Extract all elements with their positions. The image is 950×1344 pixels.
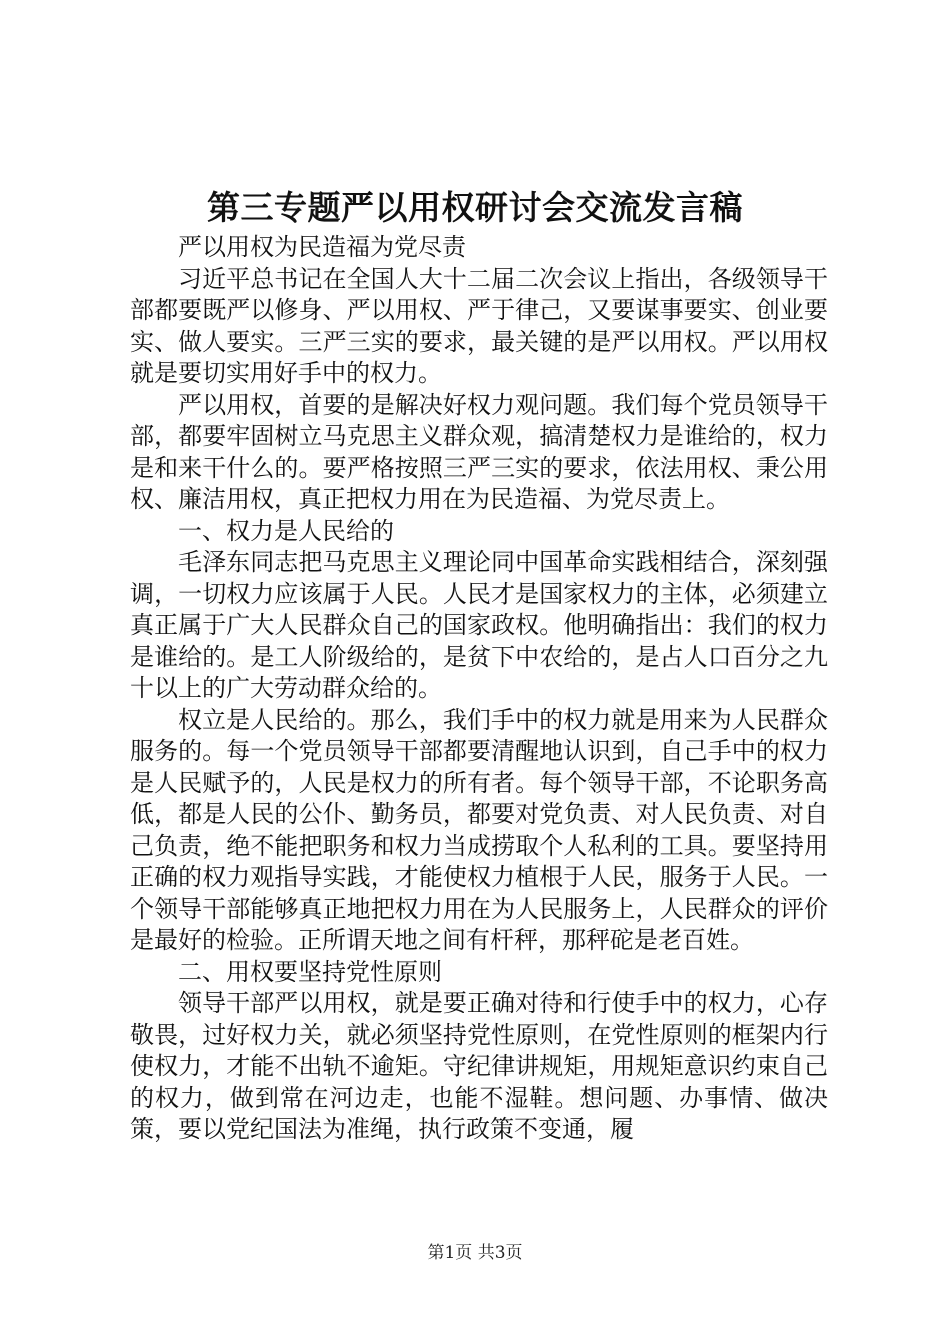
document-body bbox=[130, 232, 828, 1146]
body-paragraph: 领导干部严以用权，就是要正确对待和行使手中的权力，心存敬畏，过好权力关，就必须坚持党性原则，在党性原则的框架内行使权力，才能不出轨不逾矩。守纪律讲规矩，用规矩意识约束自己的权力，做到常在河边走，也能不湿鞋。想问题、办事情、做决策，要以党纪国法为准绳，执行政策不变通，履 bbox=[130, 989, 828, 1143]
document-title: 第三专题严以用权研讨会交流发言稿 bbox=[207, 188, 743, 227]
page-number: 第1页 共3页 bbox=[427, 1243, 523, 1263]
section-heading: 一、权力是人民给的 bbox=[178, 516, 394, 545]
body-paragraph: 习近平总书记在全国人大十二届二次会议上指出，各级领导干部都要既严以修身、严以用权、严于律己，又要谋事要实、创业要实、做人要实。三严三实的要求，最关键的是严以用权。严以用权就是要切实用好手中的权力。 bbox=[130, 264, 828, 387]
subtitle-paragraph: 严以用权为民造福为党尽责 bbox=[178, 233, 466, 261]
body-paragraph: 严以用权，首要的是解决好权力观问题。我们每个党员领导干部，都要牢固树立马克思主义群众观，搞清楚权力是谁给的，权力是和来干什么的。要严格按照三严三实的要求，依法用权、秉公用权、廉洁用权，真正把权力用在为民造福、为党尽责上。 bbox=[130, 390, 828, 513]
section-heading: 二、用权要坚持党性原则 bbox=[178, 957, 442, 986]
body-paragraph: 权立是人民给的。那么，我们手中的权力就是用来为人民群众服务的。每一个党员领导干部都要清醒地认识到，自己手中的权力是人民赋予的，人民是权力的所有者。每个领导干部，不论职务高低，都是人民的公仆、勤务员，都要对党负责、对人民负责、对自己负责，绝不能把职务和权力当成捞取个人私利的工具。要坚持用正确的权力观指导实践，才能使权力植根于人民，服务于人民。一个领导干部能够真正地把权力用在为人民服务上，人民群众的评价是最好的检验。正所谓天地之间有杆秤，那秤砣是老百姓。 bbox=[130, 705, 828, 954]
body-paragraph: 毛泽东同志把马克思主义理论同中国革命实践相结合，深刻强调，一切权力应该属于人民。人民才是国家权力的主体，必须建立真正属于广大人民群众自己的国家政权。他明确指出：我们的权力是谁给的。是工人阶级给的，是贫下中农给的，是占人口百分之九十以上的广大劳动群众给的。 bbox=[130, 548, 828, 702]
